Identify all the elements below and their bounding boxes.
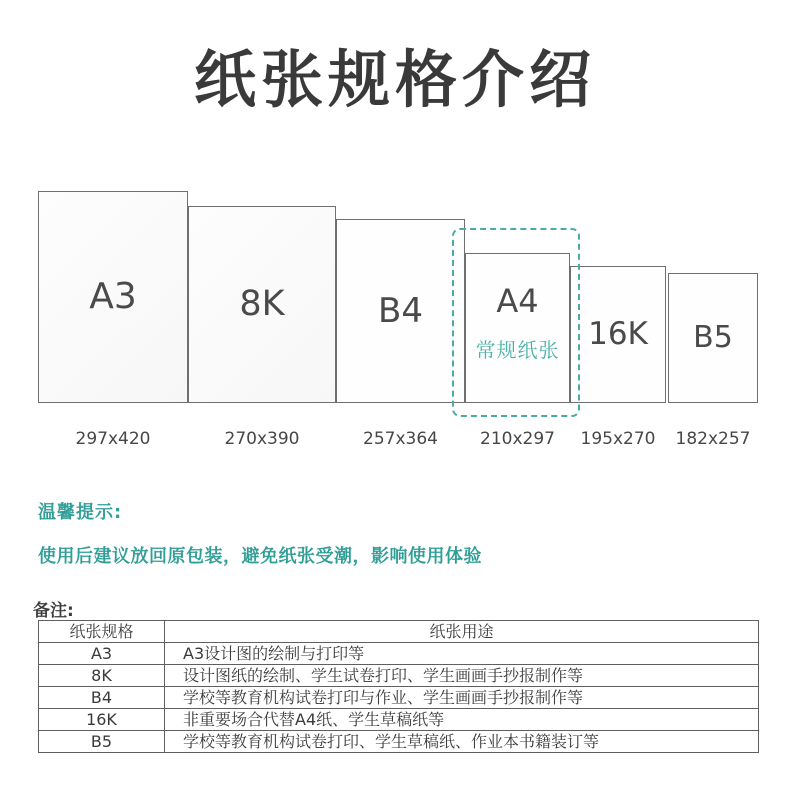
paper-label-a4: A4 [496, 282, 539, 320]
dimension-label-b5: 182x257 [675, 429, 751, 449]
paper-box-16k [570, 266, 666, 403]
table-row [39, 643, 759, 665]
table-cell-use: 学校等教育机构试卷打印、学生草稿纸、作业本书籍装订等 [165, 731, 759, 753]
tips-body: 使用后建议放回原包装，避免纸张受潮，影响使用体验 [38, 546, 482, 567]
table-row [39, 731, 759, 753]
paper-box-b5 [668, 273, 758, 403]
table-cell-use: A3设计图的绘制与打印等 [165, 643, 759, 665]
paper-box-a4 [465, 253, 570, 403]
paper-usage-table [38, 620, 759, 753]
paper-box-8k [188, 206, 336, 403]
notes-label: 备注: [33, 601, 74, 621]
table-header-spec: 纸张规格 [39, 621, 165, 643]
dimension-label-b4: 257x364 [363, 429, 438, 449]
dimension-label-8k: 270x390 [224, 429, 300, 449]
table-cell-spec: A3 [39, 643, 165, 665]
paper-label-b5: B5 [693, 320, 733, 355]
table-row [39, 665, 759, 687]
table-header-use: 纸张用途 [165, 621, 759, 643]
dimension-label-a4: 210x297 [480, 429, 555, 449]
table-cell-use: 设计图纸的绘制、学生试卷打印、学生画画手抄报制作等 [165, 665, 759, 687]
dimension-label-16k: 195x270 [580, 429, 656, 449]
tips-heading: 温馨提示: [38, 502, 123, 523]
paper-box-a3 [38, 191, 188, 403]
paper-label-16k: 16K [588, 316, 648, 352]
table-cell-spec: B4 [39, 687, 165, 709]
table-row [39, 709, 759, 731]
table-cell-use: 非重要场合代替A4纸、学生草稿纸等 [165, 709, 759, 731]
paper-box-b4 [336, 219, 465, 403]
paper-label-b4: B4 [378, 291, 423, 331]
table-cell-spec: 16K [39, 709, 165, 731]
paper-label-a3: A3 [89, 276, 137, 317]
regular-paper-tag: 常规纸张 [475, 338, 560, 362]
page-title: 纸张规格介绍 [193, 43, 596, 116]
table-cell-spec: B5 [39, 731, 165, 753]
table-cell-spec: 8K [39, 665, 165, 687]
paper-label-8k: 8K [239, 284, 285, 324]
dimension-label-a3: 297x420 [75, 429, 151, 449]
table-header-row [39, 621, 759, 643]
table-row [39, 687, 759, 709]
table-cell-use: 学校等教育机构试卷打印与作业、学生画画手抄报制作等 [165, 687, 759, 709]
